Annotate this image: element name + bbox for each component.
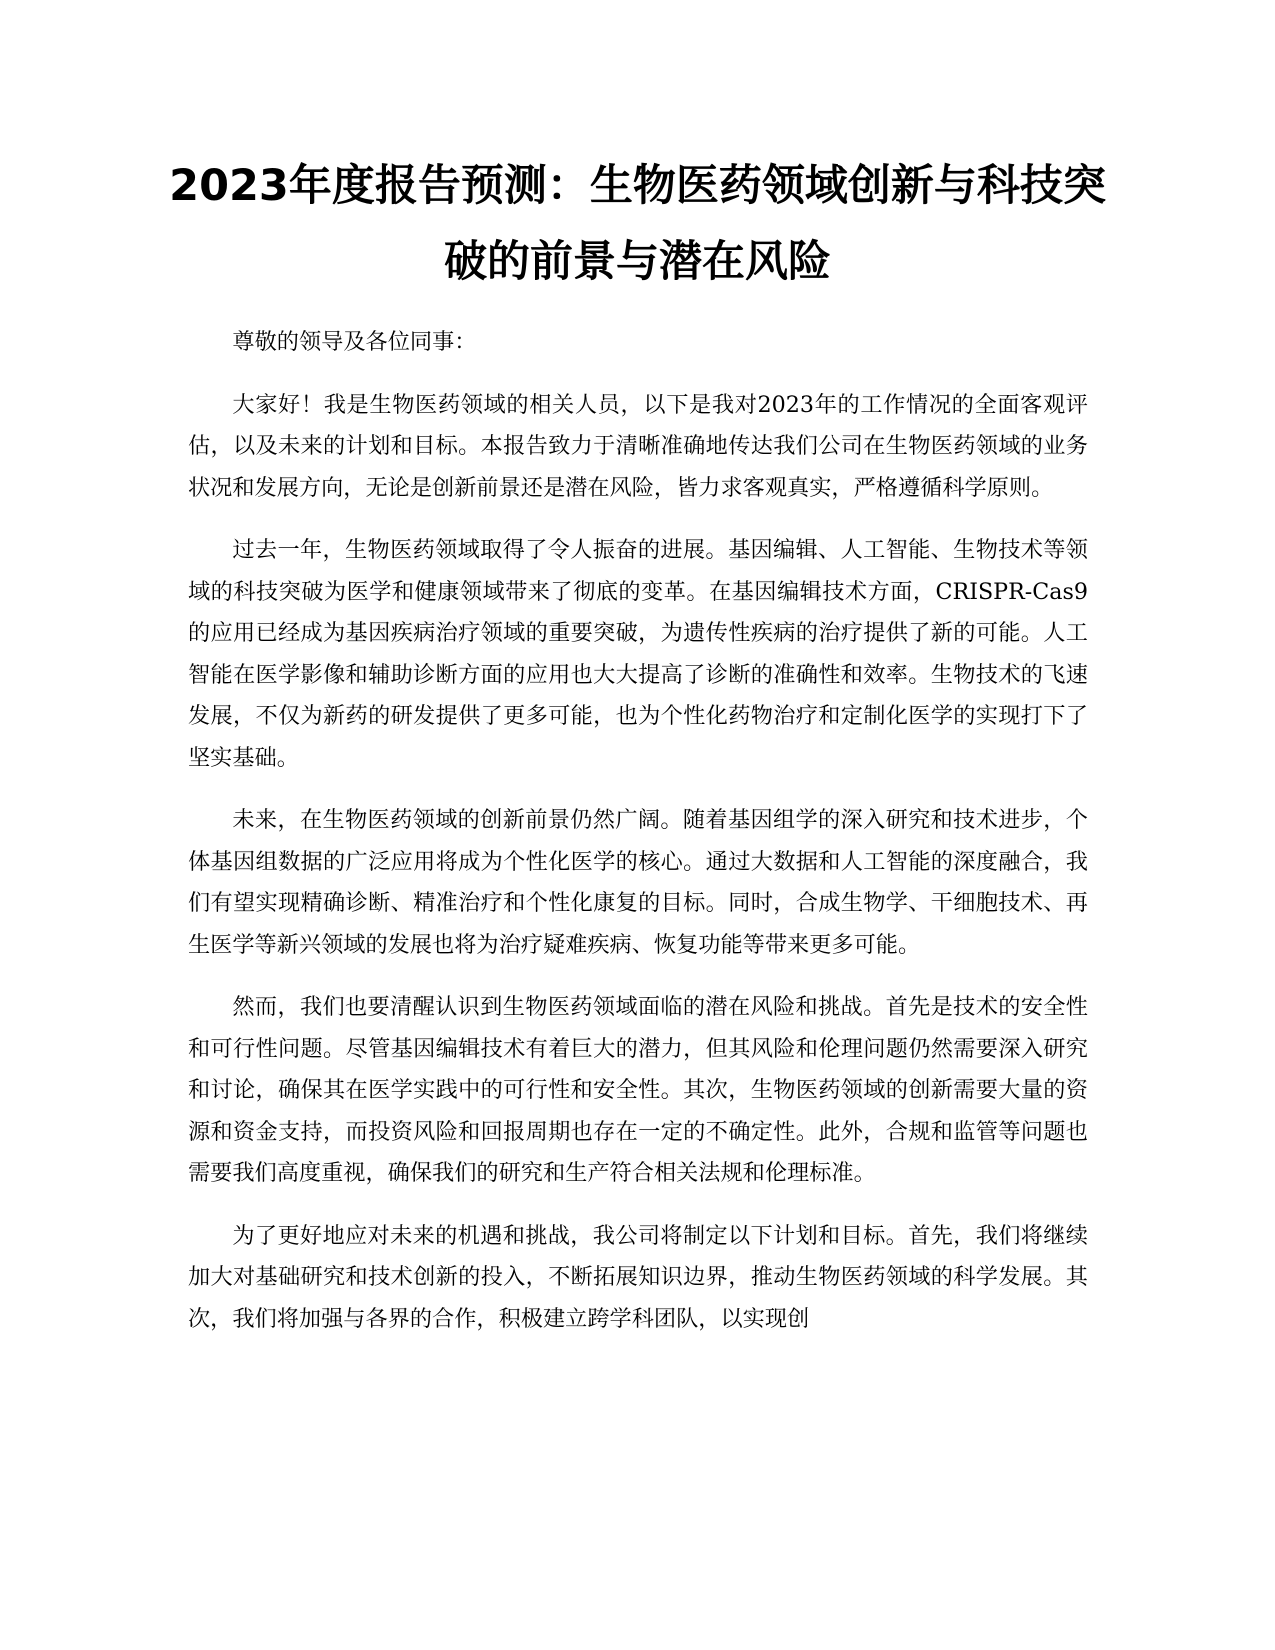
paragraph-past-year: 过去一年，生物医药领域取得了令人振奋的进展。基因编辑、人工智能、生物技术等领域的科技突破为医学和健康领域带来了彻底的变革。在基因编辑技术方面，CRISPR-Cas9的应用已经成为基因疾病治疗领域的重要突破，为遗传性疾病的治疗提供了新的可能。人工智能在医学影像和辅助诊断方面的应用也大大提高了诊断的准确性和效率。生物技术的飞速发展，不仅为新药的研发提供了更多可能，也为个性化药物治疗和定制化医学的实现打下了坚实基础。 — [188, 537, 1088, 771]
document-body — [188, 322, 1088, 1361]
salutation: 尊敬的领导及各位同事： — [232, 329, 477, 355]
paragraph-risks: 然而，我们也要清醒认识到生物医药领域面临的潜在风险和挑战。首先是技术的安全性和可行性问题。尽管基因编辑技术有着巨大的潜力，但其风险和伦理问题仍然需要深入研究和讨论，确保其在医学实践中的可行性和安全性。其次，生物医药领域的创新需要大量的资源和资金支持，而投资风险和回报周期也存在一定的不确定性。此外，合规和监管等问题也需要我们高度重视，确保我们的研究和生产符合相关法规和伦理标准。 — [188, 994, 1088, 1186]
paragraph-future-prospects: 未来，在生物医药领域的创新前景仍然广阔。随着基因组学的深入研究和技术进步，个体基因组数据的广泛应用将成为个性化医学的核心。通过大数据和人工智能的深度融合，我们有望实现精确诊断、精准治疗和个性化康复的目标。同时，合成生物学、干细胞技术、再生医学等新兴领域的发展也将为治疗疑难疾病、恢复功能等带来更多可能。 — [188, 807, 1088, 958]
paragraph-intro: 大家好！我是生物医药领域的相关人员，以下是我对2023年的工作情况的全面客观评估，以及未来的计划和目标。本报告致力于清晰准确地传达我们公司在生物医药领域的业务状况和发展方向，无论是创新前景还是潜在风险，皆力求客观真实，严格遵循科学原则。 — [188, 391, 1088, 501]
document-title: 2023年度报告预测：生物医药领域创新与科技突破的前景与潜在风险 — [169, 161, 1106, 287]
paragraph-plans: 为了更好地应对未来的机遇和挑战，我公司将制定以下计划和目标。首先，我们将继续加大对基础研究和技术创新的投入，不断拓展知识边界，推动生物医药领域的科学发展。其次，我们将加强与各界的合作，积极建立跨学科团队，以实现创 — [188, 1222, 1088, 1332]
